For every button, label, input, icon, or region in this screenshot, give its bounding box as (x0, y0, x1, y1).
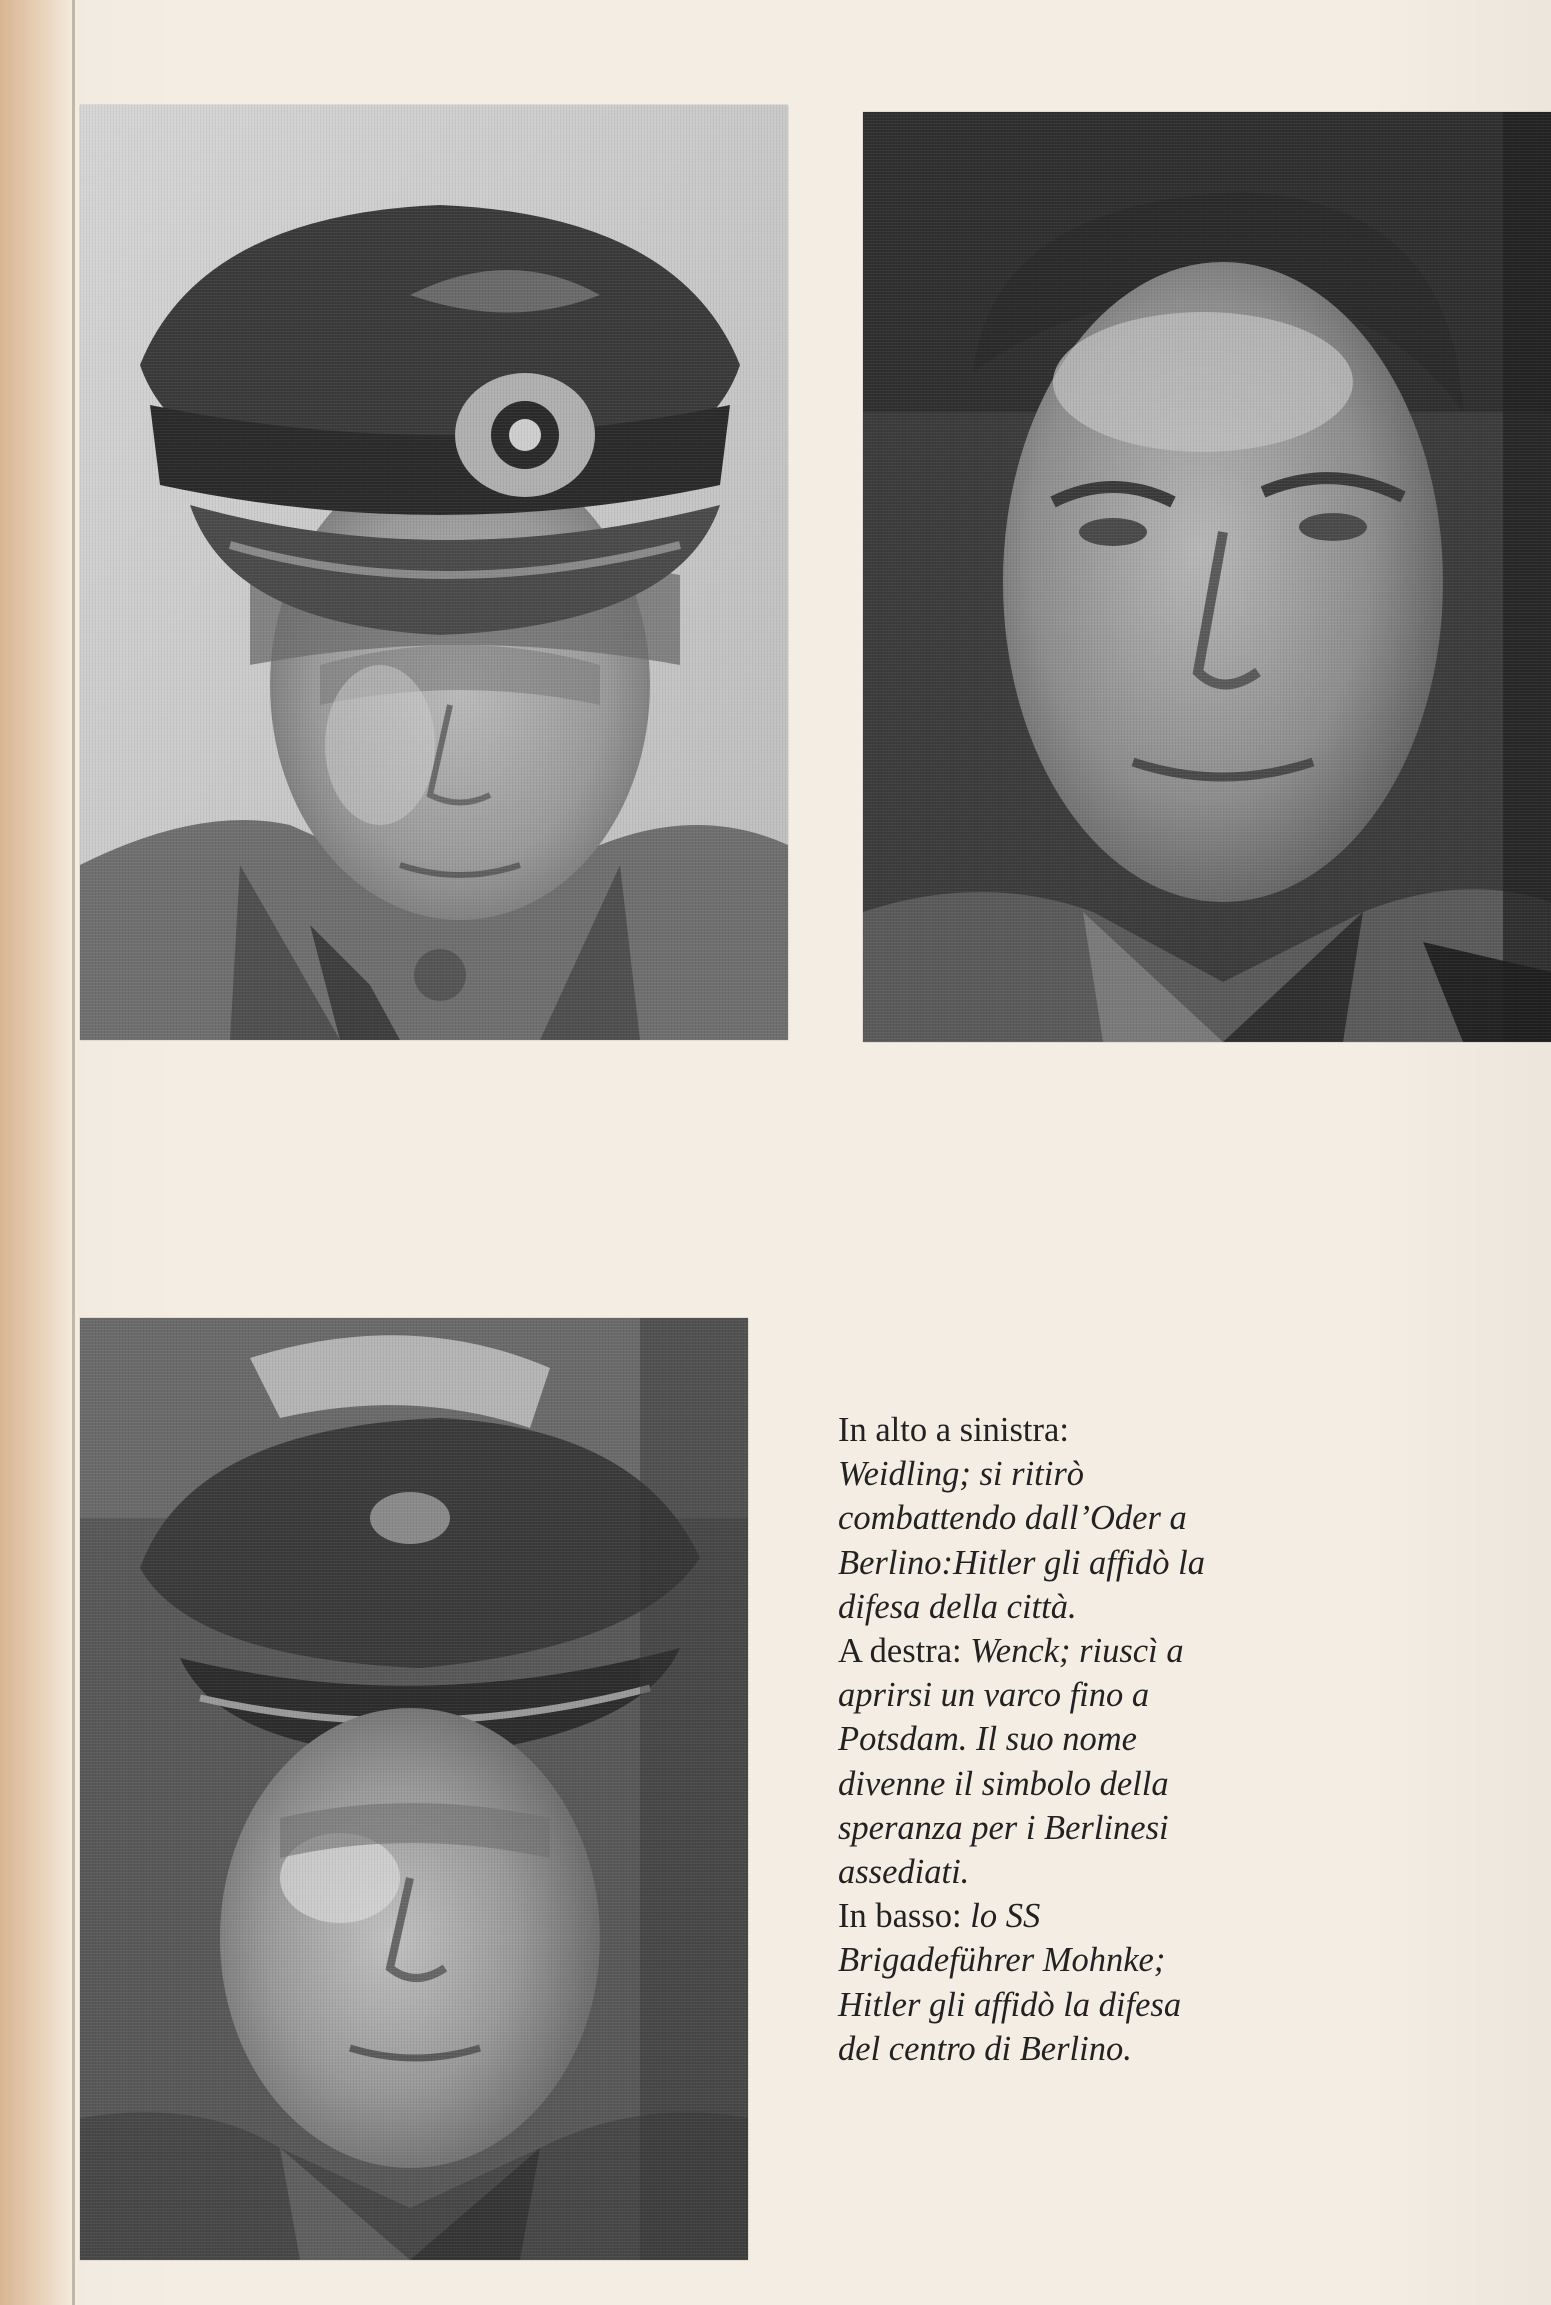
caption-italic-text: difesa della città. (838, 1587, 1077, 1626)
caption-italic-text: Hitler gli affidò la difesa (838, 1985, 1182, 2024)
caption-italic-text: del centro di Berlino. (838, 2029, 1132, 2068)
caption-italic-text: assediati. (838, 1853, 970, 1892)
caption-line (838, 1629, 1278, 1673)
caption-line (838, 1983, 1278, 2027)
caption-line (838, 1408, 1278, 1452)
portrait-ss-officer-image (80, 1318, 748, 2260)
caption-italic-text: aprirsi un varco fino a (838, 1676, 1150, 1715)
caption-text: In basso: (838, 1897, 971, 1936)
caption-line (838, 1717, 1278, 1761)
photo-caption (838, 1408, 1278, 2071)
book-binding-shadow (0, 0, 78, 2305)
caption-italic-text: combattendo dall’Oder a (838, 1499, 1187, 1538)
caption-italic-text: Potsdam. Il suo nome (838, 1720, 1137, 1759)
caption-italic-text: Berlino:Hitler gli affidò la (838, 1543, 1206, 1582)
caption-italic-text: Wenck; riuscì a (970, 1632, 1184, 1671)
portrait-photo-bottom-left (80, 1318, 748, 2260)
caption-line (838, 1938, 1278, 1982)
caption-line (838, 1496, 1278, 1540)
caption-line (838, 2027, 1278, 2071)
caption-text: A destra: (838, 1632, 971, 1671)
caption-line (838, 1673, 1278, 1717)
caption-italic-text: speranza per i Berlinesi (838, 1808, 1169, 1847)
caption-line (838, 1452, 1278, 1496)
caption-line (838, 1894, 1278, 1938)
caption-line (838, 1850, 1278, 1894)
caption-italic-text: Weidling; si ritirò (838, 1455, 1084, 1494)
caption-italic-text: Brigadeführer Mohnke; (838, 1941, 1166, 1980)
book-gutter-line (72, 0, 75, 2305)
caption-line (838, 1541, 1278, 1585)
caption-text: In alto a sinistra: (838, 1411, 1069, 1449)
portrait-officer-bareheaded-image (863, 112, 1551, 1042)
portrait-photo-top-left (80, 105, 788, 1040)
caption-line (838, 1585, 1278, 1629)
caption-italic-text: lo SS (970, 1897, 1041, 1936)
caption-line (838, 1806, 1278, 1850)
caption-line (838, 1762, 1278, 1806)
caption-italic-text: divenne il simbolo della (838, 1764, 1169, 1803)
portrait-officer-cap-image (80, 105, 788, 1040)
portrait-photo-top-right (863, 112, 1551, 1042)
